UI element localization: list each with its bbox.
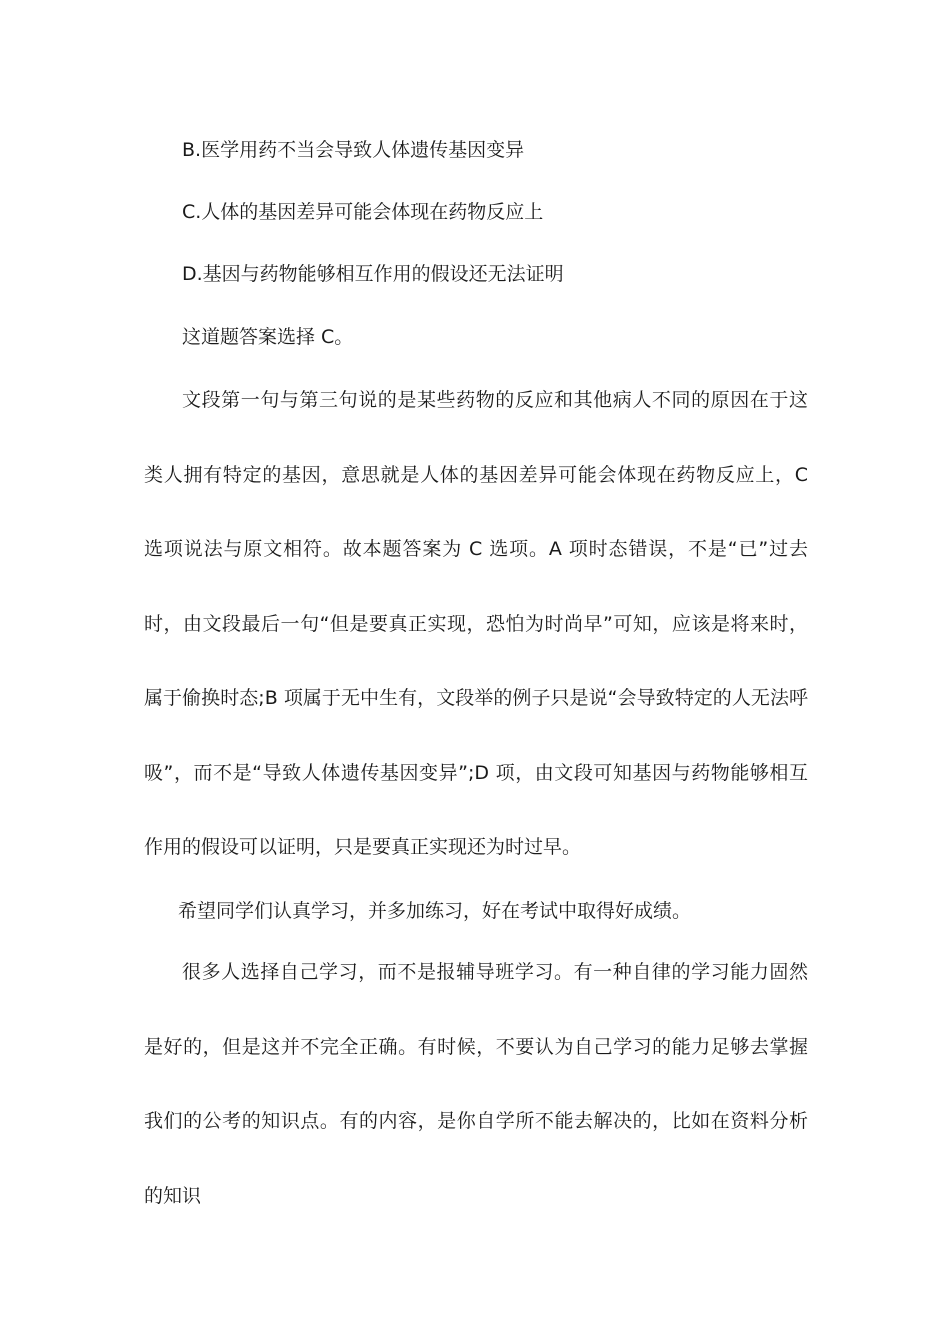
answer-line: 这道题答案选择 C。 [182, 326, 354, 348]
encouragement-paragraph: 希望同学们认真学习，并多加练习，好在考试中取得好成绩。 [178, 900, 692, 922]
option-b: B.医学用药不当会导致人体遗传基因变异 [182, 139, 525, 161]
option-d: D.基因与药物能够相互作用的假设还无法证明 [182, 263, 564, 285]
explanation-paragraph: 文段第一句与第三句说的是某些药物的反应和其他病人不同的原因在于这类人拥有特定的基因，意思就是人体的基因差异可能会体现在药物反应上，C 选项说法与原文相符。故本题答案为 C 选项。A 项时态错误，不是“已”过去时，由文段最后一句“但是要真正实现，恐怕为时尚早”可知，应该是将来时，属于偷换时态;B 项属于无中生有，文段举的例子只是说“会导致特定的人无法呼吸”，而不是“导致人体遗传基因变异”;D 项，由文段可知基因与药物能够相互作用的假设可以证明，只是要真正实现还为时过早。 [144, 389, 808, 858]
option-c: C.人体的基因差异可能会体现在药物反应上 [182, 201, 544, 223]
advice-paragraph: 很多人选择自己学习，而不是报辅导班学习。有一种自律的学习能力固然是好的，但是这并不完全正确。有时候，不要认为自己学习的能力足够去掌握我们的公考的知识点。有的内容，是你自学所不能去解决的，比如在资料分析的知识 [144, 961, 808, 1207]
